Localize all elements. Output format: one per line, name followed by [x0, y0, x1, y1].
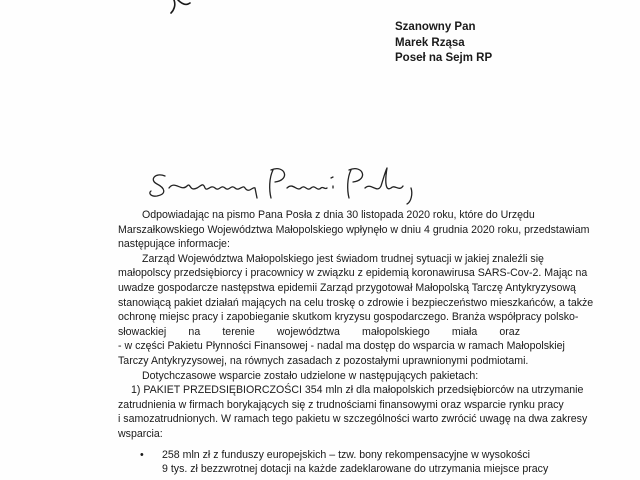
signature-fragment	[168, 0, 198, 14]
bullet-item	[118, 448, 549, 477]
recipient-block	[395, 20, 492, 67]
body-line: zatrudnienia w firmach borykających się z trudnościami finansowymi oraz wsparcie rynku pracy	[118, 398, 564, 411]
body-line: ochronę miejsc pracy i zapobieganie skutkom kryzysu gospodarczego. Branża współpracy polsko-	[118, 311, 579, 324]
body-line: Zarząd Województwa Małopolskiego jest świadom trudnej sytuacji w jakiej znaleźli się	[142, 252, 544, 265]
bullet-line: 258 mln zł z funduszy europejskich – tzw. bony rekompensacyjne w wysokości	[162, 448, 531, 461]
body-line: - w części Pakietu Płynności Finansowej - nadal ma dostęp do wsparcia w ramach Małopolskiej	[118, 340, 565, 353]
body-line: stanowiącą pakiet działań mających na celu troskę o zdrowie i bezpieczeństwo mieszkańców, a także	[118, 296, 594, 309]
bullet-line: 9 tys. zł bezzwrotnej dotacji na każde zadeklarowane do utrzymania miejsce pracy	[162, 463, 549, 476]
body-line: i samozatrudnionych. W ramach tego pakietu w szczególności warto zwrócić uwagę na dwa zakresy	[118, 413, 588, 426]
bullet-dot-icon: •	[140, 448, 144, 461]
body-line: wsparcia:	[118, 427, 163, 440]
body-line: Dotychczasowe wsparcie zostało udzielone w następujących pakietach:	[142, 369, 479, 382]
body-line: słowackiej na terenie województwa małopolskiego miała oraz	[118, 325, 520, 338]
body-line: Tarczy Antykryzysowej, na równych zasadach z pozostałymi uprawnionymi podmiotami.	[118, 354, 529, 367]
recipient-line-3: Poseł na Sejm RP	[395, 52, 493, 64]
body-line: następujące informacje:	[118, 238, 230, 251]
handwritten-salutation	[145, 158, 425, 208]
recipient-line-2: Marek Rząsa	[395, 36, 465, 49]
body-line: małopolscy przedsiębiorcy i pracownicy w związku z epidemią koronawirusa SARS-Cov-2. Mając na	[118, 267, 588, 280]
body-line: Marszałkowskiego Województwa Małopolskiego wpłynęło w dniu 4 grudnia 2020 roku, przedstawiam	[118, 223, 590, 236]
letter-body	[118, 208, 594, 477]
body-line: uwadze gospodarcze następstwa epidemii Zarząd przygotował Małopolską Tarczę Antykryzysową	[118, 281, 576, 294]
body-line: 1) PAKIET PRZEDSIĘBIORCZOŚCI 354 mln zł dla małopolskich przedsiębiorców na utrzymanie	[131, 384, 584, 397]
body-line: Odpowiadając na pismo Pana Posła z dnia 30 listopada 2020 roku, które do Urzędu	[142, 209, 535, 221]
recipient-line-1: Szanowny Pan	[395, 21, 476, 33]
